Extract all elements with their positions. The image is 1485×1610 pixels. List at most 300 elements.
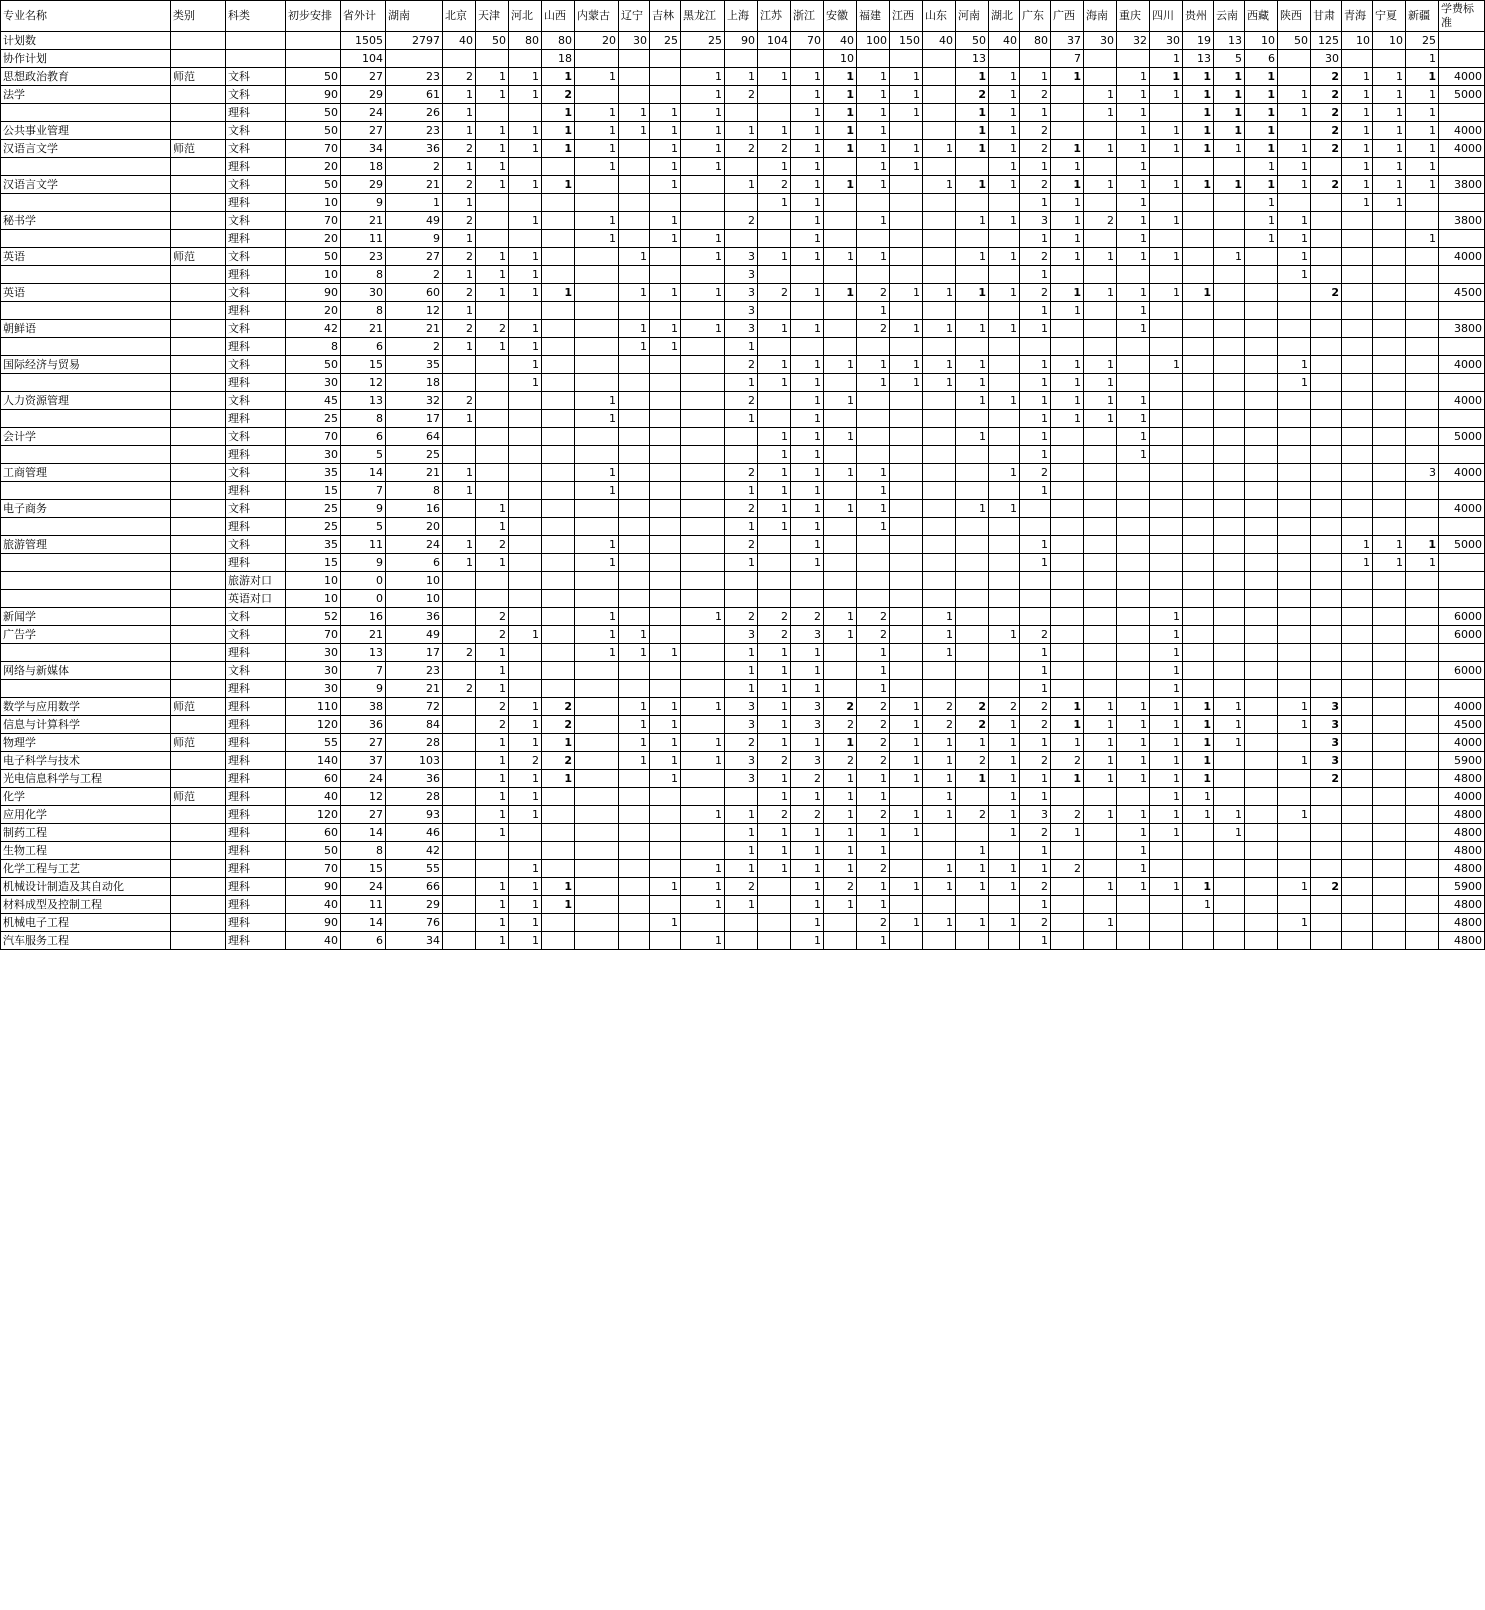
- table-cell: 90: [286, 86, 341, 104]
- table-cell: 思想政治教育: [1, 68, 171, 86]
- table-cell: 1: [989, 392, 1020, 410]
- table-cell: [890, 266, 923, 284]
- table-cell: 1: [758, 122, 791, 140]
- table-cell: 1: [619, 716, 650, 734]
- table-cell: [575, 788, 619, 806]
- table-cell: [890, 392, 923, 410]
- table-cell: 1: [1020, 410, 1051, 428]
- table-cell: [758, 914, 791, 932]
- table-cell: 1: [824, 608, 857, 626]
- table-cell: 42: [286, 320, 341, 338]
- table-cell: [1278, 608, 1311, 626]
- table-row: [1, 86, 1485, 104]
- table-cell: [1183, 266, 1214, 284]
- table-cell: 2: [857, 284, 890, 302]
- table-cell: 2: [1020, 122, 1051, 140]
- table-cell: [1051, 608, 1084, 626]
- table-cell: 1: [1183, 806, 1214, 824]
- table-cell: [1, 554, 171, 572]
- table-cell: [171, 266, 226, 284]
- table-cell: 1: [476, 878, 509, 896]
- table-cell: [1373, 392, 1406, 410]
- table-cell: 1: [476, 932, 509, 950]
- table-cell: [1084, 572, 1117, 590]
- table-cell: [171, 680, 226, 698]
- table-cell: 3: [1311, 698, 1342, 716]
- table-cell: 1: [1150, 86, 1183, 104]
- table-cell: [1245, 518, 1278, 536]
- table-cell: 1: [857, 374, 890, 392]
- table-cell: 1: [1278, 230, 1311, 248]
- table-cell: [725, 932, 758, 950]
- table-cell: 1: [1020, 536, 1051, 554]
- table-cell: 1: [791, 464, 824, 482]
- table-cell: 1: [1183, 284, 1214, 302]
- table-cell: [923, 122, 956, 140]
- table-cell: [956, 410, 989, 428]
- table-cell: 1: [824, 428, 857, 446]
- table-cell: [1311, 374, 1342, 392]
- table-cell: [542, 590, 575, 608]
- table-cell: [1311, 464, 1342, 482]
- table-cell: 1: [1183, 122, 1214, 140]
- table-cell: [650, 50, 681, 68]
- table-cell: [542, 338, 575, 356]
- table-cell: [476, 482, 509, 500]
- table-row: [1, 284, 1485, 302]
- table-cell: 1: [476, 806, 509, 824]
- table-cell: [681, 374, 725, 392]
- table-cell: [1150, 572, 1183, 590]
- table-cell: 1: [1150, 176, 1183, 194]
- table-cell: 2: [956, 86, 989, 104]
- table-cell: 2: [956, 698, 989, 716]
- table-cell: 1: [989, 734, 1020, 752]
- table-cell: [650, 608, 681, 626]
- table-cell: [171, 374, 226, 392]
- table-cell: [575, 500, 619, 518]
- table-cell: [1051, 626, 1084, 644]
- table-cell: 25: [650, 32, 681, 50]
- table-cell: 1: [1020, 158, 1051, 176]
- table-cell: [890, 230, 923, 248]
- table-cell: [923, 428, 956, 446]
- table-cell: 34: [341, 140, 386, 158]
- table-cell: 25: [286, 410, 341, 428]
- table-cell: 1: [1373, 554, 1406, 572]
- table-cell: 1: [1183, 770, 1214, 788]
- table-cell: 1: [1084, 716, 1117, 734]
- table-cell: [956, 464, 989, 482]
- table-cell: [1051, 500, 1084, 518]
- table-cell: [443, 788, 476, 806]
- table-cell: 1: [619, 626, 650, 644]
- table-cell: [575, 716, 619, 734]
- table-cell: [824, 302, 857, 320]
- table-cell: 3: [1020, 806, 1051, 824]
- table-cell: [923, 824, 956, 842]
- table-cell: 1: [791, 248, 824, 266]
- table-cell: [575, 428, 619, 446]
- table-cell: [1020, 608, 1051, 626]
- table-cell: [1183, 410, 1214, 428]
- table-cell: [1, 158, 171, 176]
- table-cell: 70: [286, 428, 341, 446]
- table-row: [1, 194, 1485, 212]
- table-cell: 1: [1278, 176, 1311, 194]
- table-cell: [1439, 518, 1485, 536]
- table-cell: 40: [824, 32, 857, 50]
- table-cell: [989, 644, 1020, 662]
- table-cell: [443, 572, 476, 590]
- table-cell: [923, 392, 956, 410]
- table-cell: 1: [1117, 284, 1150, 302]
- table-cell: 2: [386, 266, 443, 284]
- column-header: 安徽: [824, 1, 857, 32]
- table-cell: 32: [1117, 32, 1150, 50]
- table-cell: 30: [1084, 32, 1117, 50]
- table-cell: 1: [1406, 68, 1439, 86]
- table-cell: [542, 932, 575, 950]
- table-cell: [923, 518, 956, 536]
- table-cell: 1: [509, 770, 542, 788]
- table-cell: 1: [1117, 734, 1150, 752]
- table-cell: 150: [890, 32, 923, 50]
- table-cell: [1051, 536, 1084, 554]
- table-cell: [1051, 662, 1084, 680]
- table-cell: 1: [1150, 212, 1183, 230]
- table-cell: [1278, 464, 1311, 482]
- table-cell: [1, 266, 171, 284]
- table-cell: [171, 518, 226, 536]
- table-cell: [890, 536, 923, 554]
- table-cell: 1: [476, 752, 509, 770]
- table-cell: [791, 50, 824, 68]
- table-cell: [956, 644, 989, 662]
- table-cell: [575, 284, 619, 302]
- table-cell: 2: [443, 140, 476, 158]
- table-cell: 1: [923, 626, 956, 644]
- table-cell: [650, 464, 681, 482]
- table-cell: 1: [1051, 302, 1084, 320]
- table-cell: 2: [476, 536, 509, 554]
- table-cell: 1: [1183, 752, 1214, 770]
- table-cell: 1: [989, 500, 1020, 518]
- table-cell: [1373, 410, 1406, 428]
- table-cell: [890, 302, 923, 320]
- table-cell: 2: [824, 878, 857, 896]
- table-cell: 2: [386, 338, 443, 356]
- table-cell: [1084, 266, 1117, 284]
- table-cell: 1: [650, 176, 681, 194]
- table-cell: [890, 626, 923, 644]
- table-cell: [650, 842, 681, 860]
- table-cell: [758, 104, 791, 122]
- table-cell: 1: [1084, 734, 1117, 752]
- table-cell: [758, 266, 791, 284]
- table-row: [1, 518, 1485, 536]
- table-cell: [650, 446, 681, 464]
- table-cell: 1: [681, 932, 725, 950]
- table-cell: 1: [681, 86, 725, 104]
- table-cell: [619, 842, 650, 860]
- table-cell: 1: [509, 320, 542, 338]
- table-cell: 1: [1117, 194, 1150, 212]
- table-cell: [443, 842, 476, 860]
- table-cell: [1183, 860, 1214, 878]
- table-cell: [542, 572, 575, 590]
- table-cell: [890, 896, 923, 914]
- table-cell: 1: [1084, 374, 1117, 392]
- table-cell: 1505: [341, 32, 386, 50]
- table-cell: 20: [386, 518, 443, 536]
- table-cell: [1117, 626, 1150, 644]
- table-cell: [1278, 626, 1311, 644]
- table-cell: 4800: [1439, 896, 1485, 914]
- table-cell: [619, 194, 650, 212]
- table-cell: 1: [1051, 140, 1084, 158]
- table-cell: 1: [509, 932, 542, 950]
- table-cell: [1342, 734, 1373, 752]
- table-cell: 1: [1150, 644, 1183, 662]
- table-cell: 1: [890, 734, 923, 752]
- table-cell: [1084, 680, 1117, 698]
- table-cell: 2: [443, 392, 476, 410]
- table-cell: 2: [824, 716, 857, 734]
- table-cell: [619, 212, 650, 230]
- table-cell: [923, 302, 956, 320]
- table-cell: [171, 446, 226, 464]
- table-cell: [1051, 86, 1084, 104]
- table-cell: [1150, 302, 1183, 320]
- table-cell: 1: [857, 158, 890, 176]
- table-cell: 2: [857, 806, 890, 824]
- table-cell: [1278, 590, 1311, 608]
- table-cell: [542, 194, 575, 212]
- table-cell: [1373, 572, 1406, 590]
- table-cell: 理科: [226, 734, 286, 752]
- table-cell: 1: [791, 176, 824, 194]
- table-cell: 1: [791, 356, 824, 374]
- table-cell: 37: [1051, 32, 1084, 50]
- table-cell: 1: [791, 104, 824, 122]
- table-cell: 化学工程与工艺: [1, 860, 171, 878]
- table-cell: [1406, 860, 1439, 878]
- table-cell: [1183, 500, 1214, 518]
- table-cell: 3800: [1439, 212, 1485, 230]
- table-cell: 1: [890, 104, 923, 122]
- table-cell: 1: [791, 932, 824, 950]
- table-cell: [1373, 842, 1406, 860]
- table-cell: [1342, 212, 1373, 230]
- table-cell: 1: [443, 410, 476, 428]
- table-cell: [476, 374, 509, 392]
- table-cell: 文科: [226, 662, 286, 680]
- table-cell: 1: [923, 176, 956, 194]
- table-cell: [1117, 914, 1150, 932]
- table-cell: [923, 446, 956, 464]
- table-cell: 师范: [171, 68, 226, 86]
- table-cell: [824, 932, 857, 950]
- table-cell: 1: [681, 320, 725, 338]
- table-cell: [1311, 320, 1342, 338]
- table-cell: [226, 50, 286, 68]
- table-cell: 1: [1342, 86, 1373, 104]
- table-cell: 文科: [226, 68, 286, 86]
- table-cell: 1: [1150, 608, 1183, 626]
- table-cell: 70: [286, 140, 341, 158]
- table-cell: [956, 518, 989, 536]
- column-header: 河南: [956, 1, 989, 32]
- table-cell: [956, 932, 989, 950]
- table-cell: 1: [1117, 248, 1150, 266]
- table-cell: 28: [386, 734, 443, 752]
- table-cell: [989, 482, 1020, 500]
- table-cell: [1245, 284, 1278, 302]
- table-cell: 25: [681, 32, 725, 50]
- table-cell: [619, 590, 650, 608]
- table-cell: [1214, 194, 1245, 212]
- table-cell: [923, 500, 956, 518]
- table-cell: [956, 230, 989, 248]
- table-cell: 1: [1020, 734, 1051, 752]
- table-cell: 1: [542, 104, 575, 122]
- table-cell: 3: [725, 284, 758, 302]
- table-cell: [1373, 662, 1406, 680]
- table-cell: 理科: [226, 788, 286, 806]
- table-cell: 1: [1278, 806, 1311, 824]
- table-cell: [542, 392, 575, 410]
- table-cell: [1051, 554, 1084, 572]
- table-cell: [1084, 482, 1117, 500]
- table-cell: [1439, 50, 1485, 68]
- table-cell: 4000: [1439, 500, 1485, 518]
- table-cell: 1: [824, 248, 857, 266]
- table-cell: 1: [1342, 158, 1373, 176]
- table-cell: [1342, 356, 1373, 374]
- table-cell: 1: [1020, 680, 1051, 698]
- table-cell: 14: [341, 914, 386, 932]
- table-cell: 1: [725, 680, 758, 698]
- table-cell: 1: [1373, 194, 1406, 212]
- table-cell: 文科: [226, 608, 286, 626]
- table-cell: [956, 788, 989, 806]
- table-cell: 1: [1245, 194, 1278, 212]
- table-cell: 1: [1183, 698, 1214, 716]
- table-cell: [1183, 518, 1214, 536]
- table-cell: [575, 914, 619, 932]
- table-cell: 协作计划: [1, 50, 171, 68]
- table-cell: 1: [791, 896, 824, 914]
- table-cell: 师范: [171, 698, 226, 716]
- table-cell: [1373, 302, 1406, 320]
- column-header: 陕西: [1278, 1, 1311, 32]
- table-cell: [681, 914, 725, 932]
- table-cell: 1: [791, 410, 824, 428]
- table-cell: 1: [956, 68, 989, 86]
- table-cell: 2: [824, 752, 857, 770]
- table-cell: 1: [1278, 86, 1311, 104]
- table-cell: 1: [791, 878, 824, 896]
- table-cell: [1084, 860, 1117, 878]
- table-cell: [1183, 464, 1214, 482]
- table-cell: [443, 824, 476, 842]
- table-cell: [824, 536, 857, 554]
- table-cell: [923, 68, 956, 86]
- table-cell: 1: [1051, 356, 1084, 374]
- table-cell: 4800: [1439, 806, 1485, 824]
- table-cell: 1: [1051, 770, 1084, 788]
- table-cell: [1406, 896, 1439, 914]
- table-cell: 9: [386, 230, 443, 248]
- table-cell: [1245, 608, 1278, 626]
- table-cell: [681, 536, 725, 554]
- table-cell: [509, 824, 542, 842]
- table-cell: 1: [824, 140, 857, 158]
- table-cell: [857, 572, 890, 590]
- table-cell: 1: [443, 158, 476, 176]
- table-cell: [1150, 842, 1183, 860]
- table-cell: [542, 158, 575, 176]
- table-cell: 1: [725, 806, 758, 824]
- table-cell: [575, 374, 619, 392]
- table-cell: 18: [542, 50, 575, 68]
- table-cell: 18: [341, 158, 386, 176]
- table-cell: 2: [956, 752, 989, 770]
- table-cell: [1373, 482, 1406, 500]
- table-cell: 21: [341, 320, 386, 338]
- table-row: [1, 32, 1485, 50]
- table-cell: 1: [824, 500, 857, 518]
- table-cell: [650, 86, 681, 104]
- column-header: 山东: [923, 1, 956, 32]
- table-cell: [1373, 860, 1406, 878]
- table-cell: [171, 86, 226, 104]
- table-cell: 16: [341, 608, 386, 626]
- table-cell: 1: [476, 68, 509, 86]
- table-cell: 1: [890, 878, 923, 896]
- table-cell: [1278, 320, 1311, 338]
- table-cell: [1183, 194, 1214, 212]
- table-cell: 文科: [226, 464, 286, 482]
- table-cell: [1406, 302, 1439, 320]
- table-cell: [1373, 500, 1406, 518]
- table-cell: [1214, 788, 1245, 806]
- table-cell: [989, 266, 1020, 284]
- table-cell: [1214, 230, 1245, 248]
- table-cell: 2: [443, 176, 476, 194]
- table-cell: 1: [1278, 698, 1311, 716]
- table-cell: 1: [476, 284, 509, 302]
- table-cell: 50: [286, 248, 341, 266]
- table-cell: 49: [386, 626, 443, 644]
- table-cell: 1: [758, 482, 791, 500]
- table-cell: 4800: [1439, 824, 1485, 842]
- table-cell: 1: [650, 752, 681, 770]
- table-cell: [824, 914, 857, 932]
- table-cell: 1: [1084, 284, 1117, 302]
- table-cell: [1342, 788, 1373, 806]
- table-cell: 3: [791, 626, 824, 644]
- table-cell: [1311, 338, 1342, 356]
- table-cell: [1214, 590, 1245, 608]
- table-cell: [923, 536, 956, 554]
- table-cell: [1150, 590, 1183, 608]
- table-cell: 1: [989, 104, 1020, 122]
- table-cell: 1: [1183, 716, 1214, 734]
- table-cell: 1: [1020, 860, 1051, 878]
- table-cell: 1: [890, 374, 923, 392]
